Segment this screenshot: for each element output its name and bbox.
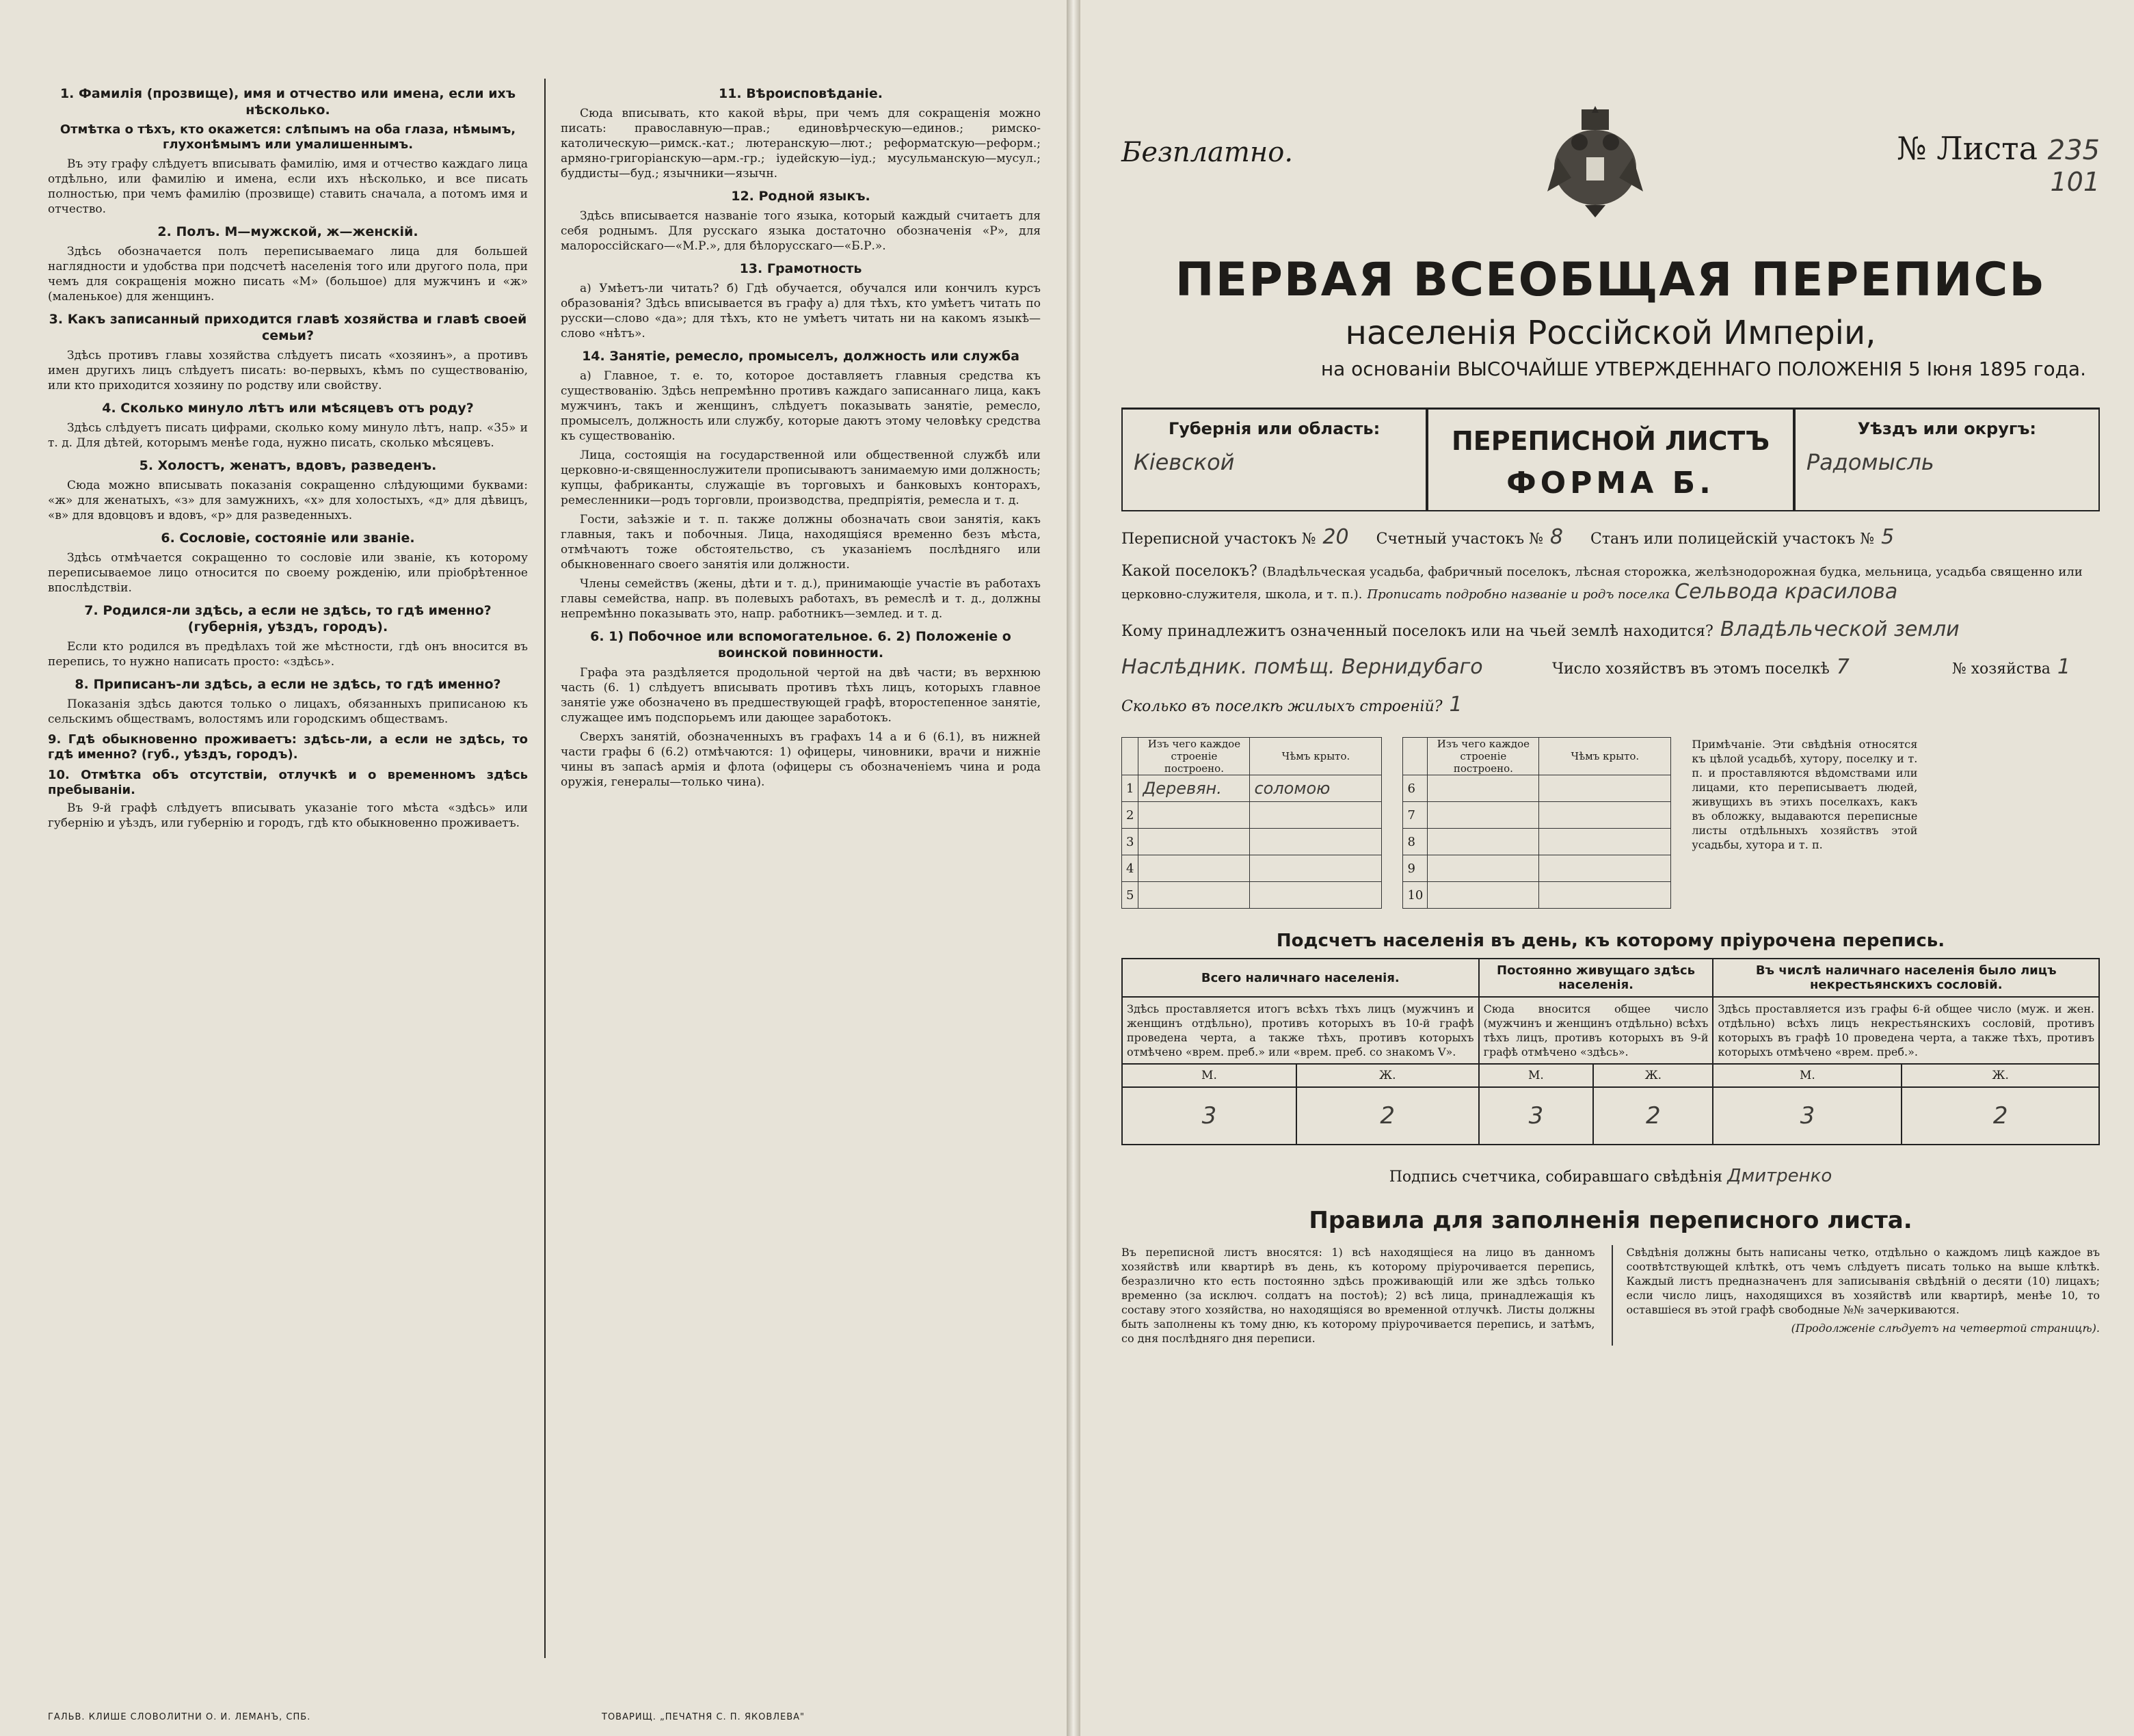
section-text: Здѣсь противъ главы хозяйства слѣдуетъ писать «хозяинъ», а противъ имен другихъ лицъ слѣдуетъ писать: во-первыхъ, кѣмъ по существованію, или кто приходится хозяину по родству или свойству. <box>48 349 528 392</box>
material-cell <box>1138 802 1250 829</box>
census-basis: на основаніи ВЫСОЧАЙШЕ УТВЕРЖДЕННАГО ПОЛОЖЕНІЯ 5 Іюня 1895 года. <box>1320 358 2086 380</box>
section-text: Сверхъ занятій, обозначенныхъ въ графахъ 14 а и 6 (6.1), въ нижней части графы 6 (6.2) отмѣчаются: 1) офицеры, чиновники, врачи и нижніе чины въ запасѣ армія и флота (офицеры съ обозначеніемъ чина и рода оружія, генералы—только чина). <box>561 730 1041 789</box>
settlement-label: Какой поселокъ? <box>1121 563 1257 580</box>
female-header-3: Ж. <box>1902 1064 2099 1087</box>
imperial-eagle-icon <box>1544 103 1646 219</box>
table-row <box>1122 882 1382 909</box>
section-text: Здѣсь слѣдуетъ писать цифрами, сколько кому минуло лѣтъ, напр. «35» и т. д. Для дѣтей, которымъ менѣе года, нужно писать, сколько мѣсяцевъ. <box>48 421 528 450</box>
sheet-extra-number: 101 <box>2050 167 2100 197</box>
rules-right: Свѣдѣнія должны быть написаны четко, отдѣльно о каждомъ лицѣ каждое въ соотвѣтствующей клѣткѣ, отъ чемъ слѣдуетъ писать только на выше клѣткѣ. Каждый листъ предназначенъ для записыванія свѣдѣній о десяти (10) лицахъ; если число лицъ, находящихся въ хозяйствѣ или квартирѣ, менѣе 10, то оставшіеся въ этой графѣ свободные №№ зачеркиваются. <box>1626 1246 2100 1316</box>
row-number: 6 <box>1403 775 1428 802</box>
roof-cell <box>1539 775 1671 802</box>
section-title: 8. Приписанъ-ли здѣсь, а если не здѣсь, то гдѣ именно? <box>75 677 501 692</box>
settlement-value: Сельвода красилова <box>1675 580 1898 604</box>
roof-cell <box>1250 882 1382 909</box>
row-number: 8 <box>1403 829 1428 855</box>
households-value: 7 <box>1836 655 1850 679</box>
settlement-name-label: Прописать подробно названіе и родъ поселка <box>1367 587 1670 602</box>
row-number: 7 <box>1403 802 1428 829</box>
table-row <box>1403 775 1671 802</box>
police-precinct-label: Станъ или полицейскій участокъ № <box>1590 531 1875 548</box>
right-page <box>1080 0 2134 1736</box>
non-peasant-female: 2 <box>1902 1087 2099 1145</box>
total-present-female: 2 <box>1296 1087 1479 1145</box>
buildings-note: Примѣчаніе. Эти свѣдѣнія относятся къ цѣлой усадьбѣ, хутору, поселку и т. п. и проставляются вѣдомствами или лицами, кто переписываетъ людей, живущихъ въ этихъ поселкахъ, какъ въ обложку, выдаваются переписные листы отдѣльныхъ хозяйствъ этой усадьбы, хутора и т. п. <box>1692 738 1918 851</box>
non-peasant-male: 3 <box>1713 1087 1902 1145</box>
table-row <box>1403 802 1671 829</box>
roof-cell <box>1539 882 1671 909</box>
signature-label: Подпись счетчика, собиравшаго свѣдѣнія <box>1389 1169 1723 1186</box>
section-title: 11. Вѣроисповѣданіе. <box>718 86 883 101</box>
section-title: 10. Отмѣтка объ отсутствіи, отлучкѣ и о временномъ здѣсь пребываніи. <box>48 768 528 797</box>
section-title: 6. 1) Побочное или вспомогательное. 6. 2) Положеніе о воинской повинности. <box>590 629 1011 660</box>
section-title: 9. Гдѣ обыкновенно проживаетъ: здѣсь-ли, а если не здѣсь, то гдѣ именно? (губ., уѣздъ, городъ). <box>48 732 528 762</box>
material-cell <box>1138 829 1250 855</box>
permanent-male: 3 <box>1479 1087 1594 1145</box>
section-title: 7. Родился-ли здѣсь, а если не здѣсь, то гдѣ именно? (губернія, уѣздъ, городъ). <box>84 603 492 635</box>
permanent-female: 2 <box>1593 1087 1713 1145</box>
sheet-number-value: 235 <box>2047 135 2100 166</box>
material-header-2: Изъ чего каждое строеніе построено. <box>1428 738 1539 775</box>
governorate-cell <box>1121 410 1427 510</box>
roof-cell <box>1250 829 1382 855</box>
totals-heading: Подсчетъ населенія въ день, къ которому пріурочена перепись. <box>1276 931 1945 951</box>
precinct-line <box>1121 525 2100 549</box>
section-title: 1. Фамилія (прозвище), имя и отчество или имена, если ихъ нѣсколько. <box>59 86 516 118</box>
section-title: 12. Родной языкъ. <box>731 189 870 204</box>
section-text: Сюда вписывать, кто какой вѣры, при чемъ для сокращенія можно писать: православную—прав.; единовѣрческую—единов.; римско-католическую—римск.-кат.; лютеранскую—лют.; реформатскую—реформ.; армяно-григоріанскую—арм.-гр.; іудейскую—іуд.; мусульманскую—мусул.; буддисты—буд.; язычники—язычн. <box>561 107 1041 181</box>
table-row <box>1403 855 1671 882</box>
section-text: а) Умѣетъ-ли читать? б) Гдѣ обучается, обучался или кончилъ курсъ образованія? Здѣсь вписывается въ графу а) для тѣхъ, кто умѣетъ читать по русски—слово «да»; для тѣхъ, кто не умѣетъ читать ни на какомъ языкѣ—слово «нѣтъ». <box>561 282 1041 340</box>
totals-table <box>1121 958 2100 1145</box>
roof-cell <box>1539 802 1671 829</box>
governorate-label: Губернія или область: <box>1168 419 1381 438</box>
table-row <box>1122 829 1382 855</box>
female-header: Ж. <box>1296 1064 1479 1087</box>
female-header-2: Ж. <box>1593 1064 1713 1087</box>
roof-cell <box>1250 802 1382 829</box>
section-text: Въ 9-й графѣ слѣдуетъ вписывать указаніе того мѣста «здѣсь» или губернію и уѣздъ, или губернію и городъ, гдѣ кто обыкновенно проживаетъ. <box>48 801 528 830</box>
buildings-count-value: 1 <box>1449 693 1463 717</box>
table-row <box>1122 775 1382 802</box>
form-header-box <box>1121 408 2100 511</box>
printer-imprint-right: ТОВАРИЩ. „ПЕЧАТНЯ С. П. ЯКОВЛЕВА" <box>602 1712 805 1722</box>
roof-cell <box>1250 855 1382 882</box>
row-number: 3 <box>1122 829 1138 855</box>
owner-value-1: Владѣльческой земли <box>1720 617 1960 641</box>
governorate-value: Кіевской <box>1134 449 1235 475</box>
section-text: Если кто родился въ предѣлахъ той же мѣстности, гдѣ онъ вносится въ перепись, то нужно написать просто: «здѣсь». <box>48 640 528 669</box>
material-cell <box>1138 855 1250 882</box>
district-label: Уѣздъ или округъ: <box>1857 419 2037 438</box>
rules-left: Въ переписной листъ вносятся: 1) всѣ находящіеся на лицо въ данномъ хозяйствѣ или квартирѣ въ день, къ которому пріурочивается перепись, безразлично кто есть постоянно здѣсь проживающій или же здѣсь только временно (за исключ. солдатъ на постоѣ); 2) всѣ лица, принадлежащія къ составу этого хозяйства, но находящіяся во временной отлучкѣ. Листы должны быть заполнены къ тому дню, къ которому пріурочивается перепись, и затѣмъ, со дня послѣдняго дня переписи. <box>1121 1246 1595 1345</box>
counting-precinct-value: 8 <box>1549 525 1564 549</box>
table-row <box>1403 882 1671 909</box>
owner-label: Кому принадлежитъ означенный поселокъ или на чьей землѣ находится? <box>1121 623 1713 640</box>
section-text: а) Главное, т. е. то, которое доставляетъ главныя средства къ существованію. Здѣсь непремѣнно противъ каждаго записаннаго лица, какъ мужчинъ, такъ и женщинъ, слѣдуетъ показывать занятіе, ремесло, промыселъ, должность или службу, которые даютъ этому человѣку средства къ существованію. <box>561 369 1041 443</box>
material-cell <box>1428 829 1539 855</box>
rules-continued: (Продолженіе слѣдуетъ на четвертой страницѣ). <box>1791 1322 2100 1335</box>
section-text: Показанія здѣсь даются только о лицахъ, обязанныхъ приписаною къ сельскимъ обществамъ, волостямъ или городскимъ обществамъ. <box>48 697 528 726</box>
non-peasant-desc: Здѣсь проставляется изъ графы 6-й общее число (муж. и жен. отдѣльно) всѣхъ лицъ некрестьянскихъ сословій, противъ которыхъ въ графѣ 10 проведена черта, а также тѣхъ, противъ которыхъ отмѣчено «врем. преб.». <box>1713 997 2099 1064</box>
row-number: 1 <box>1122 775 1138 802</box>
section-text: Здѣсь вписывается названіе того языка, который каждый считаетъ для себя роднымъ. Для русскаго языка достаточно обозначенія «Р», для малороссійскаго—«М.Р.», для бѣлорусскаго—«Б.Р.». <box>561 209 1041 253</box>
section-text: Лица, состоящія на государственной или общественной службѣ или церковно-и-священнослужители прописываютъ занимаемую ими должность; купцы, фабриканты, служащіе въ торговыхъ и банковыхъ конторахъ, ремесленники—родъ торговли, производства, предпріятія, ремесла и т. д. <box>561 449 1041 507</box>
households-label: Число хозяйствъ въ этомъ поселкѣ <box>1552 660 1830 678</box>
buildings-table-right <box>1402 737 1671 909</box>
non-peasant-header: Въ числѣ наличнаго населенія было лицъ некрестьянскихъ сословій. <box>1713 959 2099 997</box>
sheet-number-label: № Листа <box>1897 130 2038 167</box>
total-present-male: 3 <box>1122 1087 1296 1145</box>
owner-line-2 <box>1121 655 2100 679</box>
material-cell <box>1428 775 1539 802</box>
material-header: Изъ чего каждое строеніе построено. <box>1138 738 1250 775</box>
table-row <box>1122 855 1382 882</box>
owner-value-2: Наслѣдник. помѣщ. Вернидубаго <box>1121 655 1483 679</box>
section-text: Гости, заѣзжіе и т. п. также должны обозначать свои занятія, какъ главныя, такъ и побочныя. Лица, находящіяся временно безъ мѣста, отмѣчаютъ тоже обстоятельство, съ указаніемъ послѣдняго или обыкновеннаго своего занятія или должности. <box>561 513 1041 572</box>
material-cell <box>1428 882 1539 909</box>
household-number-value: 1 <box>2057 655 2070 679</box>
roof-cell <box>1539 855 1671 882</box>
material-cell <box>1138 882 1250 909</box>
district-value: Радомысль <box>1806 449 1934 475</box>
instructions-column-1 <box>48 79 528 1658</box>
form-type: ФОРМА Б. <box>1506 466 1715 500</box>
buildings-count-label: Сколько въ поселкѣ жилыхъ строеній? <box>1121 698 1443 715</box>
male-header: М. <box>1122 1064 1296 1087</box>
material-cell <box>1428 855 1539 882</box>
census-subtitle: населенія Россійской Имперіи, <box>1345 314 1876 352</box>
buildings-line <box>1121 693 2100 717</box>
permanent-desc: Сюда вносится общее число (мужчинъ и женщинъ отдѣльно) всѣхъ тѣхъ лицъ, противъ которыхъ въ 9-й графѣ отмѣчено «здѣсь». <box>1479 997 1713 1064</box>
section-text: Сюда можно вписывать показанія сокращенно слѣдующими буквами: «ж» для женатыхъ, «з» для замужнихъ, «х» для холостыхъ, «д» для дѣвицъ, «в» для вдовцовъ и вдовъ, «р» для разведенныхъ. <box>48 479 528 522</box>
total-present-header: Всего наличнаго населенія. <box>1122 959 1479 997</box>
section-subtitle: Отмѣтка о тѣхъ, кто окажется: слѣпымъ на оба глаза, нѣмымъ, глухонѣмымъ или умалишеннымъ. <box>59 122 516 152</box>
census-title: ПЕРВАЯ ВСЕОБЩАЯ ПЕРЕПИСЬ <box>1175 253 2046 307</box>
row-number: 2 <box>1122 802 1138 829</box>
section-text: Здѣсь обозначается полъ переписываемаго лица для большей наглядности и удобства при подсчетѣ населенія того или другого пола, при чемъ для сокращенія можно писать «М» (большое) для мужчинъ и «ж» (маленькое) для женщинъ. <box>48 245 528 304</box>
counting-precinct-label: Счетный участокъ № <box>1376 531 1543 548</box>
section-text: Здѣсь отмѣчается сокращенно то сословіе или званіе, къ которому переписываемое лицо относится по своему рожденію, или пріобрѣтенное впослѣдствіи. <box>48 551 528 595</box>
signature-value: Дмитренко <box>1727 1166 1832 1186</box>
roof-cell: соломою <box>1250 775 1382 802</box>
material-cell: Деревян. <box>1138 775 1250 802</box>
rules-text <box>1121 1245 2100 1346</box>
form-title-cell <box>1427 410 1794 510</box>
instructions-column-2 <box>544 79 1041 1658</box>
row-number: 9 <box>1403 855 1428 882</box>
section-text: Въ эту графу слѣдуетъ вписывать фамилію, имя и отчество каждаго лица отдѣльно, или фамилію и имена, если ихъ нѣсколько, и все писать полностью, при чемъ фамилію (прозвище) ставить сначала, а потомъ имя и отчество. <box>48 157 528 216</box>
section-title: 5. Холостъ, женатъ, вдовъ, разведенъ. <box>139 458 437 473</box>
male-header-3: М. <box>1713 1064 1902 1087</box>
section-title: 2. Полъ. М—мужской, ж—женскій. <box>157 224 418 239</box>
printer-imprint-left: ГАЛЬВ. КЛИШЕ СЛОВОЛИТНИ О. И. ЛЕМАНЪ, СПБ. <box>48 1712 311 1722</box>
district-cell <box>1794 410 2100 510</box>
police-precinct-value: 5 <box>1881 525 1895 549</box>
free-label: Безплатно. <box>1121 137 1294 168</box>
section-title: 6. Сословіе, состояніе или званіе. <box>161 531 415 546</box>
male-header-2: М. <box>1479 1064 1594 1087</box>
section-title: 4. Сколько минуло лѣтъ или мѣсяцевъ отъ роду? <box>102 401 474 416</box>
sheet-number <box>1897 130 2100 197</box>
roof-header: Чѣмъ крыто. <box>1250 738 1382 775</box>
owner-line <box>1121 617 2100 641</box>
row-number: 4 <box>1122 855 1138 882</box>
table-row <box>1122 802 1382 829</box>
page-gutter <box>1067 0 1080 1736</box>
section-title: 14. Занятіе, ремесло, промыселъ, должность или служба <box>582 349 1019 364</box>
table-row <box>1403 829 1671 855</box>
household-number-label: № хозяйства <box>1951 660 2051 678</box>
settlement-hint: (Владѣльческая усадьба, фабричный поселокъ, лѣсная сторожка, желѣзнодорожная будка, мельница, усадьба священно или церковно-служителя, школа, и т. п.). <box>1121 565 2083 602</box>
total-present-desc: Здѣсь проставляется итогъ всѣхъ тѣхъ лицъ (мужчинъ и женщинъ отдѣльно), противъ которыхъ въ 10-й графѣ проведена черта, а также тѣхъ, противъ которыхъ отмѣчено «врем. преб.» или «врем. преб. со знакомъ V». <box>1122 997 1479 1064</box>
buildings-section <box>1121 737 2100 909</box>
section-text: Графа эта раздѣляется продольной чертой на двѣ части; въ верхнюю часть (6. 1) слѣдуетъ вписывать противъ тѣхъ лицъ, которыхъ главное занятіе уже обозначено въ предшествующей графѣ, второстепенное занятіе, служащее имъ подспорьемъ или дающее заработокъ. <box>561 666 1041 725</box>
row-number: 5 <box>1122 882 1138 909</box>
section-title: 3. Какъ записанный приходится главѣ хозяйства и главѣ своей семьи? <box>49 312 527 343</box>
permanent-header: Постоянно живущаго здѣсь населенія. <box>1479 959 1713 997</box>
buildings-table-left <box>1121 737 1382 909</box>
material-cell <box>1428 802 1539 829</box>
form-title: ПЕРЕПИСНОЙ ЛИСТЪ <box>1451 426 1770 456</box>
section-title: 13. Грамотность <box>739 261 862 276</box>
census-precinct-label: Переписной участокъ № <box>1121 531 1316 548</box>
section-text: Члены семействъ (жены, дѣти и т. д.), принимающіе участіе въ работахъ главы семейства, напр. въ полевыхъ работахъ, въ ремеслѣ и т. д., должны непремѣнно показывать это, напр. работникъ—землед. и т. д. <box>561 577 1041 621</box>
roof-cell <box>1539 829 1671 855</box>
roof-header-2: Чѣмъ крыто. <box>1539 738 1671 775</box>
census-precinct-value: 20 <box>1322 525 1349 549</box>
row-number: 10 <box>1403 882 1428 909</box>
rules-heading: Правила для заполненія переписного листа. <box>1309 1207 1912 1234</box>
enumerator-signature <box>1121 1166 2100 1186</box>
settlement-line <box>1121 563 2100 604</box>
